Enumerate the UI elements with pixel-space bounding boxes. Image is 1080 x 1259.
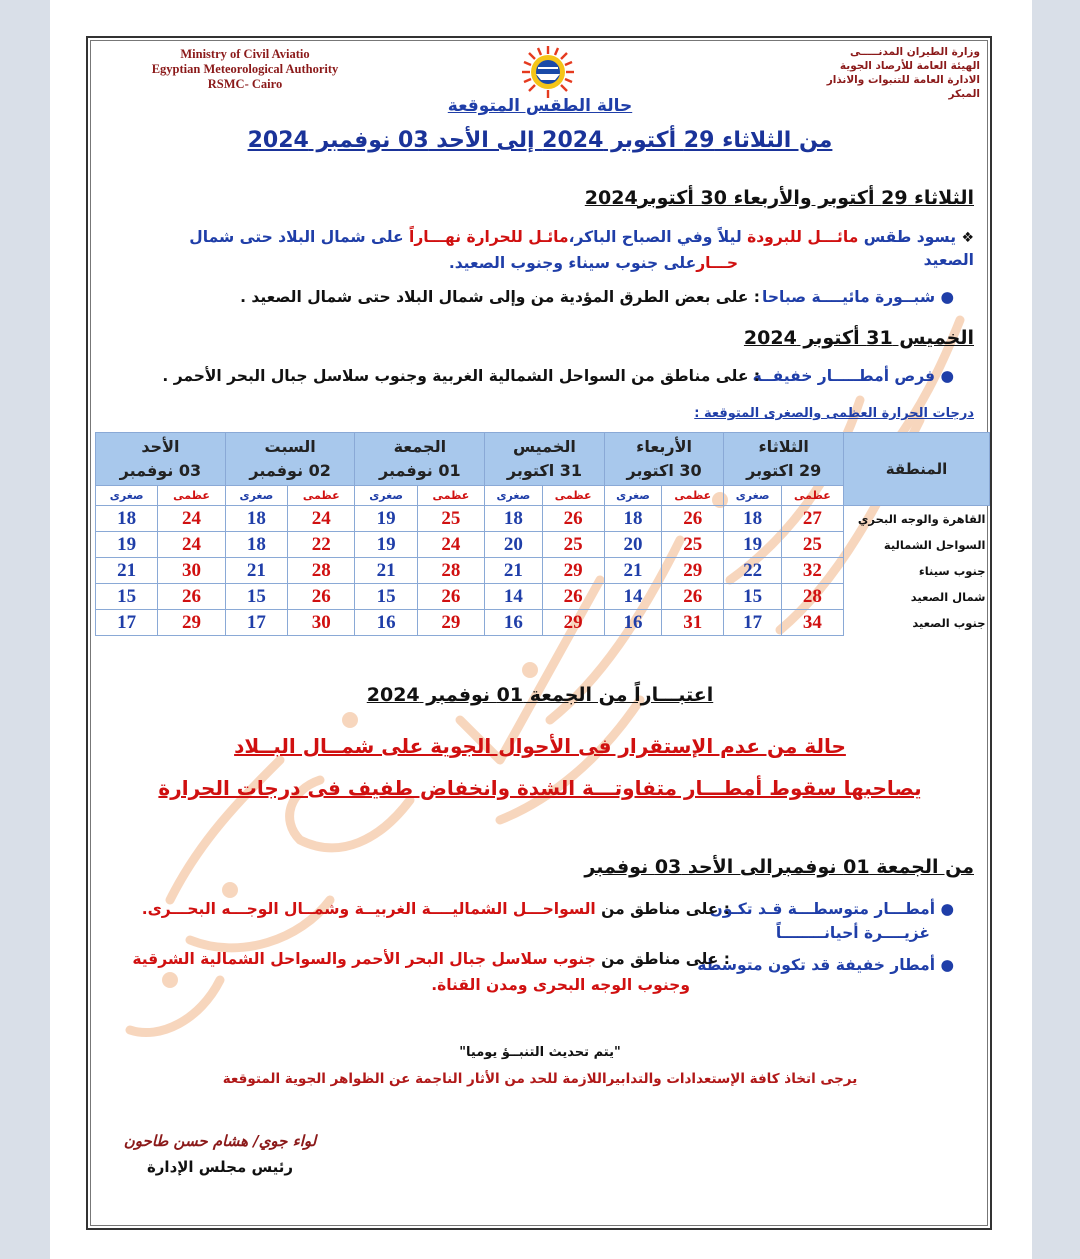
max-temp-cell: 31 (662, 610, 724, 636)
table-row (96, 532, 990, 558)
max-temp-cell: 25 (781, 532, 843, 558)
max-temp-cell: 26 (542, 506, 604, 532)
min-temp-cell: 15 (355, 584, 417, 610)
header-authority: Egyptian Meteorological Authority (151, 62, 339, 76)
region-cell: شمال الصعيد (844, 584, 990, 610)
max-temp-cell: 25 (417, 506, 485, 532)
max-temp-cell: 28 (287, 558, 355, 584)
signatory-role: رئيس مجلس الإدارة (146, 1158, 294, 1176)
s1-text-g: على جنوب سيناء وجنوب الصعيد. (448, 254, 697, 272)
header-ministry: Ministry of Civil Aviatio (180, 47, 310, 61)
max-temp-cell: 25 (542, 532, 604, 558)
max-temp-cell: 24 (158, 506, 226, 532)
max-label: عظمى (158, 486, 226, 506)
rain-text: : على مناطق من السواحل الشمالية الغربية وجنوب سلاسل جبال البحر الأحمر . (162, 367, 760, 385)
max-label: عظمى (417, 486, 485, 506)
min-temp-cell: 20 (604, 532, 661, 558)
section1-bullet1-cont (449, 252, 738, 274)
min-temp-cell: 18 (96, 506, 158, 532)
min-temp-cell: 20 (485, 532, 542, 558)
min-label: صغرى (724, 486, 781, 506)
max-label: عظمى (287, 486, 355, 506)
max-temp-cell: 26 (158, 584, 226, 610)
max-temp-cell: 26 (662, 506, 724, 532)
max-temp-cell: 28 (417, 558, 485, 584)
max-temp-cell: 29 (158, 610, 226, 636)
min-temp-cell: 17 (96, 610, 158, 636)
temperature-table-title: درجات الحرارة العظمى والصغرى المتوقعة : (694, 406, 974, 421)
table-row (96, 506, 990, 532)
max-temp-cell: 30 (158, 558, 226, 584)
day-header: السبت 02 نوفمبر (225, 433, 355, 486)
max-temp-cell: 26 (417, 584, 485, 610)
min-label: صغرى (485, 486, 542, 506)
s1-text-c: ليلاً وفي الصباح الباكر، (568, 228, 748, 246)
temperature-table (95, 432, 990, 636)
max-temp-cell: 29 (542, 558, 604, 584)
header-ministry-ar: وزارة الطيران المدنـــــى (849, 46, 980, 58)
min-temp-cell: 15 (225, 584, 287, 610)
table-row (96, 610, 990, 636)
table-header-row (96, 433, 990, 486)
signatory-name: لواء جوي/ هشام حسن طاحون (123, 1132, 317, 1150)
header-arabic-lines (800, 45, 980, 101)
table-row (96, 558, 990, 584)
max-temp-cell: 34 (781, 610, 843, 636)
section3-bullet1-text: : على مناطق من السواحـــل الشماليــــة الغربيــة وشمــال الوجـــه البحـــرى. (141, 900, 730, 918)
temperature-rows (96, 506, 990, 636)
min-temp-cell: 19 (355, 532, 417, 558)
update-note: "يتم تحديث التنبــؤ يوميا" (459, 1045, 621, 1060)
section2-heading: الخميس 31 أكتوبر 2024 (743, 327, 974, 349)
min-label: صغرى (604, 486, 661, 506)
max-temp-cell: 24 (158, 532, 226, 558)
max-label: عظمى (662, 486, 724, 506)
header-authority-ar: الهيئة العامة للأرصاد الجوية (839, 60, 980, 72)
min-temp-cell: 21 (355, 558, 417, 584)
day-header: الخميس 31 اكتوبر (485, 433, 605, 486)
section1-heading: الثلاثاء 29 أكتوبر والأربعاء 30 أكتوبر2024 (584, 187, 974, 209)
section3-bullet2-text: : على مناطق من جنوب سلاسل جبال البحر الأحمر والسواحل الشمالية الشرقية (132, 950, 730, 968)
max-temp-cell: 29 (662, 558, 724, 584)
day-header: الثلاثاء 29 اكتوبر (724, 433, 844, 486)
fog-label: ● شبــورة مائيــــة صباحا (762, 288, 954, 306)
min-temp-cell: 14 (485, 584, 542, 610)
max-temp-cell: 22 (287, 532, 355, 558)
max-temp-cell: 26 (662, 584, 724, 610)
max-temp-cell: 27 (781, 506, 843, 532)
min-temp-cell: 15 (96, 584, 158, 610)
section3-bullet2-label: ● أمطار خفيفة قد تكون متوسطة (697, 956, 954, 974)
min-temp-cell: 18 (225, 532, 287, 558)
s1-text-a: يسود طقس (858, 228, 957, 246)
max-temp-cell: 24 (417, 532, 485, 558)
diamond-bullet-icon: ❖ (961, 230, 974, 246)
max-label: عظمى (781, 486, 843, 506)
max-temp-cell: 24 (287, 506, 355, 532)
table-row (96, 584, 990, 610)
min-temp-cell: 16 (355, 610, 417, 636)
min-temp-cell: 15 (724, 584, 781, 610)
s1-text-e: على شمال البلاد حتى شمال الصعيد (189, 228, 974, 269)
max-temp-cell: 25 (662, 532, 724, 558)
rain-label: ● فرص أمطـــــار خفيفــة (752, 367, 954, 385)
header-department-ar: الادارة العامة للتنبوات والانذار المبكر (826, 74, 980, 100)
min-label: صغرى (355, 486, 417, 506)
min-temp-cell: 14 (604, 584, 661, 610)
day-header: الجمعة 01 نوفمبر (355, 433, 485, 486)
advice-note: يرجى اتخاذ كافة الإستعدادات والتدابيراللازمة للحد من الأثار الناجمة عن الظواهر الجوية المتوقعة (222, 1071, 858, 1087)
min-temp-cell: 17 (225, 610, 287, 636)
min-temp-cell: 17 (724, 610, 781, 636)
max-temp-cell: 29 (417, 610, 485, 636)
max-temp-cell: 32 (781, 558, 843, 584)
min-temp-cell: 22 (724, 558, 781, 584)
section3-heading: من الجمعة 01 نوفمبرالى الأحد 03 نوفمبر (584, 856, 974, 878)
fog-text: : على بعض الطرق المؤدية من وإلى شمال البلاد حتى شمال الصعيد . (240, 288, 760, 306)
header-rsmc: RSMC- Cairo (207, 77, 283, 91)
region-cell: جنوب الصعيد (844, 610, 990, 636)
min-temp-cell: 21 (96, 558, 158, 584)
max-temp-cell: 26 (542, 584, 604, 610)
conditions-heading: اعتبـــاراً من الجمعة 01 نوفمبر 2024 (366, 684, 714, 706)
max-temp-cell: 30 (287, 610, 355, 636)
region-cell: جنوب سيناء (844, 558, 990, 584)
min-temp-cell: 21 (485, 558, 542, 584)
max-temp-cell: 29 (542, 610, 604, 636)
min-temp-cell: 16 (604, 610, 661, 636)
section3-bullet1-label2: غزيــــرة أحيانــــــــاً (775, 924, 930, 942)
section3-bullet1-label: ● أمطـــار متوسطـــة قـد تكـون (709, 900, 954, 918)
s1-text-hot: حـــار (696, 254, 738, 272)
min-label: صغرى (96, 486, 158, 506)
section2-bullet1 (753, 365, 954, 387)
s1-text-cold: مائـــل للبرودة (747, 228, 859, 246)
min-temp-cell: 19 (355, 506, 417, 532)
min-temp-cell: 19 (724, 532, 781, 558)
max-temp-cell: 26 (287, 584, 355, 610)
day-header: الأحد 03 نوفمبر (96, 433, 226, 486)
min-temp-cell: 18 (485, 506, 542, 532)
min-temp-cell: 18 (724, 506, 781, 532)
min-temp-cell: 18 (225, 506, 287, 532)
section1-bullet2 (762, 286, 954, 308)
min-temp-cell: 16 (485, 610, 542, 636)
max-temp-cell: 28 (781, 584, 843, 610)
min-temp-cell: 21 (225, 558, 287, 584)
region-cell: القاهرة والوجه البحري (844, 506, 990, 532)
document-title: حالة الطقس المتوقعة (447, 96, 633, 116)
s1-text-warm: مائـل للحرارة نهـــاراً (409, 228, 569, 246)
forecast-period: من الثلاثاء 29 أكتوبر 2024 إلى الأحد 03 نوفمبر 2024 (247, 128, 833, 153)
day-header: الأربعاء 30 اكتوبر (604, 433, 724, 486)
min-temp-cell: 21 (604, 558, 661, 584)
min-label: صغرى (225, 486, 287, 506)
region-cell: السواحل الشمالية (844, 532, 990, 558)
max-label: عظمى (542, 486, 604, 506)
region-header: المنطقة (844, 433, 990, 506)
min-temp-cell: 18 (604, 506, 661, 532)
section3-bullet2-text2: وجنوب الوجه البحرى ومدن القناة. (431, 976, 690, 994)
min-temp-cell: 19 (96, 532, 158, 558)
conditions-line1: حالة من عدم الإستقرار فى الأحوال الجوية على شمــال البــلاد (234, 734, 846, 758)
header-english-lines (140, 47, 350, 92)
ema-logo-icon (520, 44, 576, 100)
conditions-line2: يصاحبها سقوط أمطـــار متفاوتـــة الشدة وانخفاض طفيف فى درجات الحرارة (158, 776, 922, 800)
